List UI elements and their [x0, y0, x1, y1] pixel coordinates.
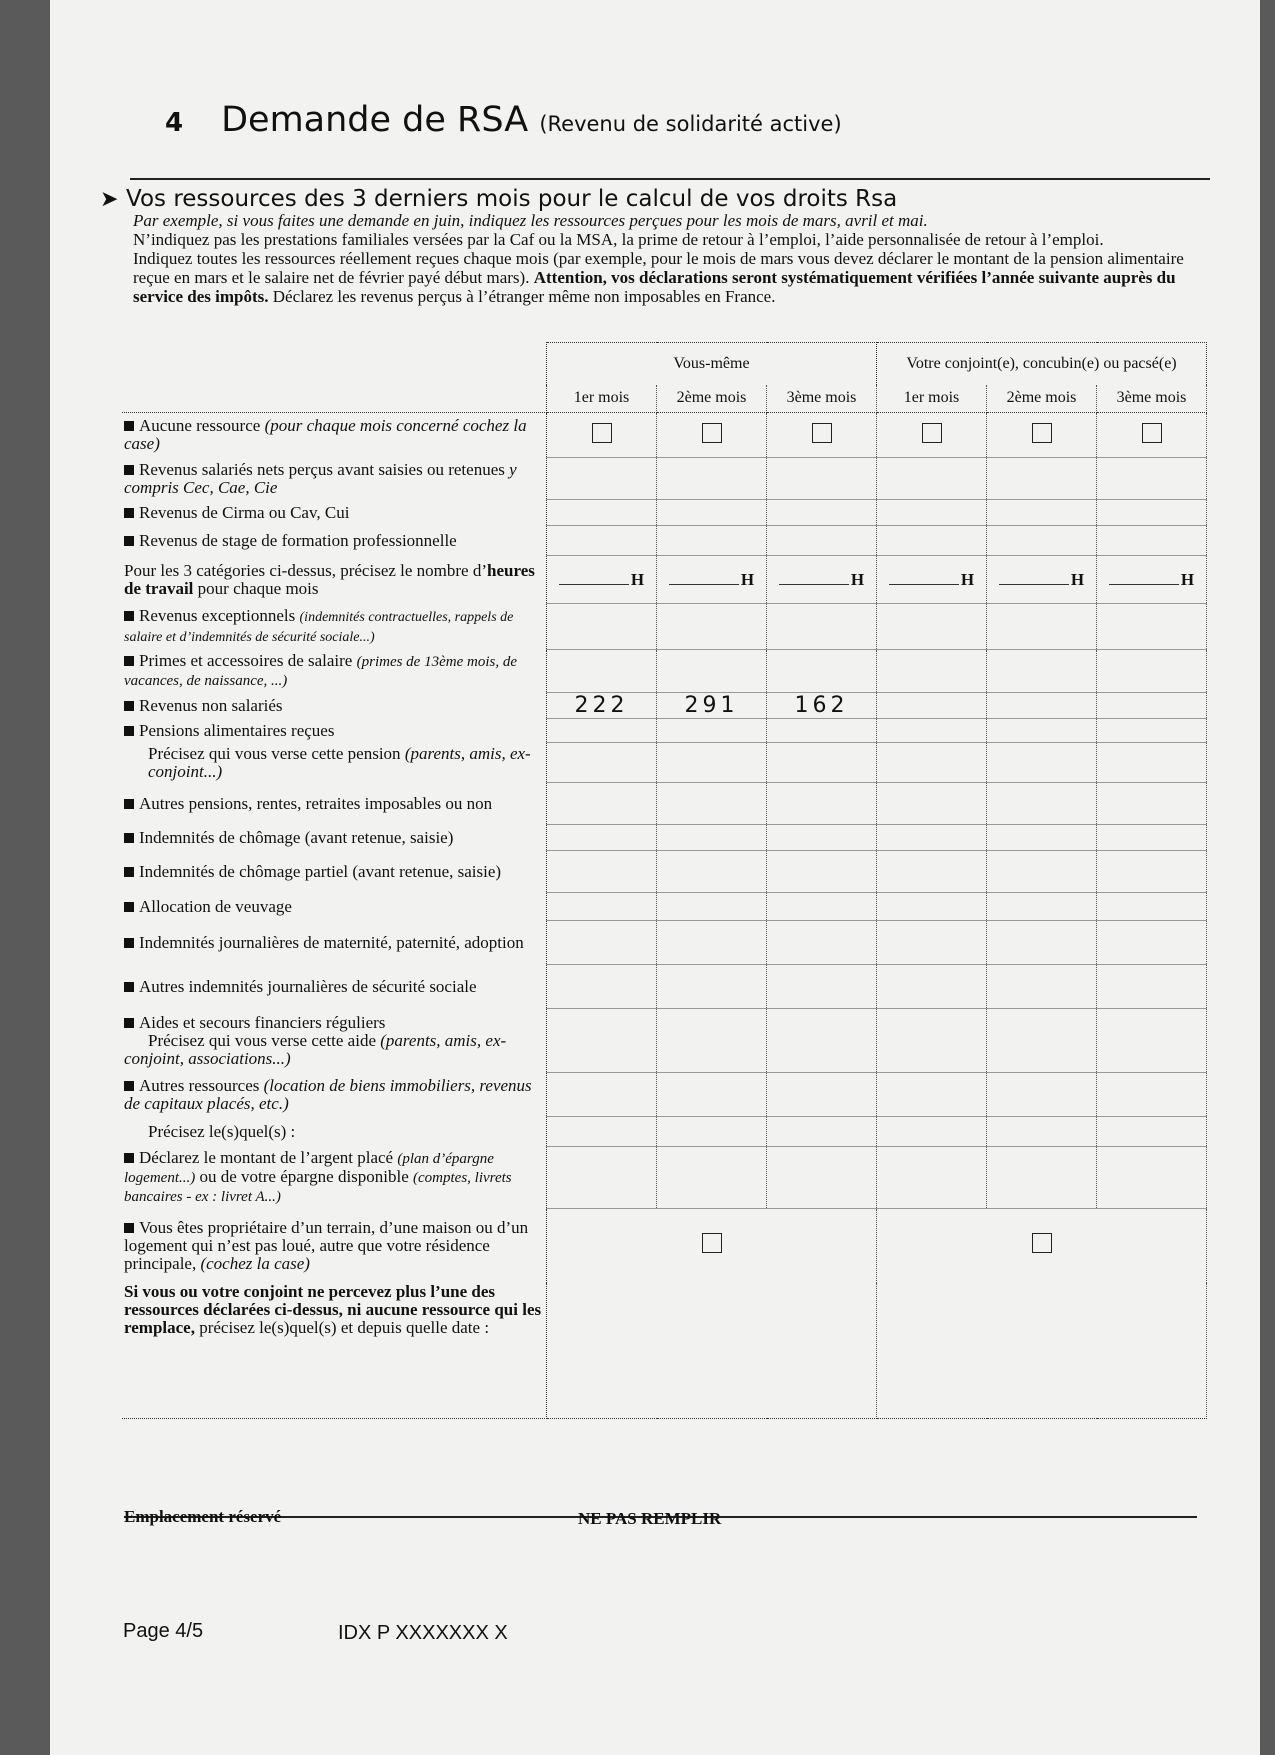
amount-field[interactable] — [1097, 743, 1207, 783]
row-label: Précisez qui vous verse cette pension (parents, amis, ex-conjoint...) — [122, 743, 547, 783]
month-header: 2ème mois — [657, 385, 767, 413]
hours-field[interactable]: H — [547, 556, 657, 604]
intro-foreign: Déclarez les revenus perçus à l’étranger même non imposables en France. — [272, 287, 776, 306]
no-resource-checkbox[interactable] — [702, 423, 722, 443]
hours-field[interactable]: H — [657, 556, 767, 604]
amount-field[interactable] — [767, 921, 877, 965]
table-row — [122, 1117, 1207, 1147]
amount-field[interactable] — [987, 743, 1097, 783]
subheading-text: Vos ressources des 3 derniers mois pour le calcul de vos droits Rsa — [126, 186, 898, 212]
amount-field[interactable] — [767, 825, 877, 851]
amount-field[interactable] — [657, 921, 767, 965]
table-row — [122, 783, 1207, 825]
amount-field[interactable] — [767, 743, 877, 783]
subheading — [100, 186, 897, 212]
owner-self-checkbox[interactable] — [702, 1233, 722, 1253]
no-resource-checkbox[interactable] — [812, 423, 832, 443]
amount-field[interactable] — [1097, 1073, 1207, 1117]
amount-field[interactable] — [547, 604, 657, 650]
amount-field[interactable] — [547, 893, 657, 921]
table-row — [122, 413, 1207, 458]
amount-field[interactable] — [767, 604, 877, 650]
handwritten-value: 291 — [684, 693, 739, 718]
amount-field[interactable] — [657, 965, 767, 1009]
amount-field[interactable] — [1097, 1147, 1207, 1209]
row-label: Vous êtes propriétaire d’un terrain, d’une maison ou d’un logement qui n’est pas loué, autre que votre résidence principale, (cochez la case) — [122, 1209, 547, 1283]
amount-field[interactable] — [877, 500, 987, 526]
table-row — [122, 556, 1207, 604]
amount-field[interactable] — [657, 1117, 767, 1147]
amount-field[interactable] — [547, 526, 657, 556]
amount-field[interactable] — [1097, 458, 1207, 500]
amount-field[interactable] — [767, 851, 877, 893]
amount-field[interactable] — [547, 719, 657, 743]
amount-field[interactable] — [657, 851, 767, 893]
amount-field[interactable] — [877, 743, 987, 783]
amount-field[interactable] — [657, 1009, 767, 1073]
no-resource-checkbox[interactable] — [592, 423, 612, 443]
amount-field[interactable] — [547, 921, 657, 965]
intro-warning: Attention, vos déclarations seront systématiquement vérifiées l’année suivante auprès du service des impôts. — [133, 268, 1176, 306]
amount-field[interactable] — [657, 458, 767, 500]
row-label: Revenus salariés nets perçus avant saisies ou retenues y compris Cec, Cae, Cie — [122, 458, 547, 500]
amount-field[interactable] — [547, 458, 657, 500]
row-label: Si vous ou votre conjoint ne percevez plus l’une des ressources déclarées ci-dessus, ni aucune ressource qui les remplace, précisez le(s)quel(s) et depuis quelle date : — [122, 1283, 547, 1419]
amount-field[interactable] — [1097, 604, 1207, 650]
amount-field[interactable] — [877, 1009, 987, 1073]
row-label: Indemnités de chômage (avant retenue, saisie) — [122, 825, 547, 851]
amount-field[interactable] — [987, 965, 1097, 1009]
amount-field[interactable] — [987, 604, 1097, 650]
hours-field[interactable]: H — [987, 556, 1097, 604]
amount-field[interactable] — [987, 851, 1097, 893]
row-label: Indemnités journalières de maternité, paternité, adoption — [122, 921, 547, 965]
intro-instruction: Indiquez toutes les ressources réellement reçues chaque mois (par exemple, pour le mois de mars vous devez déclarer le montant de la pension alimentaire reçue en mars et le salaire net de février payé début mars). Attention, vos déclarations seront systématiquement vérifiées l’année suivante auprès du service des impôts. Déclarez les revenus perçus à l’étranger même non imposables en France. — [133, 249, 1184, 306]
amount-field[interactable] — [767, 893, 877, 921]
arrow-icon: ➤ — [100, 187, 119, 212]
row-label: Déclarez le montant de l’argent placé (plan d’épargne logement...) ou de votre épargne disponible (comptes, livrets bancaires - ex : livret A...) — [122, 1147, 547, 1209]
row-label: Autres indemnités journalières de sécurité sociale — [122, 965, 547, 1009]
amount-field[interactable] — [987, 526, 1097, 556]
section-name: Demande de RSA — [221, 100, 529, 140]
amount-field[interactable] — [877, 719, 987, 743]
amount-field[interactable] — [767, 783, 877, 825]
row-label: Revenus non salariés — [122, 693, 547, 719]
amount-field[interactable] — [547, 650, 657, 693]
table-row — [122, 458, 1207, 500]
amount-field[interactable] — [657, 650, 767, 693]
amount-field[interactable] — [547, 1073, 657, 1117]
amount-field[interactable] — [767, 693, 877, 719]
amount-field[interactable] — [1097, 526, 1207, 556]
amount-field[interactable] — [547, 693, 657, 719]
amount-field[interactable] — [657, 719, 767, 743]
amount-field[interactable] — [877, 1147, 987, 1209]
amount-field[interactable] — [1097, 500, 1207, 526]
section-title — [165, 100, 842, 140]
row-label: Revenus exceptionnels (indemnités contractuelles, rappels de salaire et d’indemnités de sécurité sociale...) — [122, 604, 547, 650]
row-label: Allocation de veuvage — [122, 893, 547, 921]
amount-field[interactable] — [547, 1009, 657, 1073]
table-row — [122, 1009, 1207, 1073]
amount-field[interactable] — [767, 458, 877, 500]
hours-field[interactable]: H — [877, 556, 987, 604]
resources-table — [122, 342, 1207, 1419]
no-resource-checkbox[interactable] — [922, 423, 942, 443]
table-row — [122, 1209, 1207, 1283]
amount-field[interactable] — [877, 650, 987, 693]
document-reference: IDX P XXXXXXX X — [338, 1622, 508, 1644]
amount-field[interactable] — [877, 921, 987, 965]
amount-field[interactable] — [1097, 783, 1207, 825]
amount-field[interactable] — [657, 500, 767, 526]
month-header: 3ème mois — [1097, 385, 1207, 413]
hours-field[interactable]: H — [767, 556, 877, 604]
intro-text — [133, 211, 1213, 306]
row-label: Aucune ressource (pour chaque mois concerné cochez la case) — [122, 413, 547, 458]
month-header: 1er mois — [877, 385, 987, 413]
amount-field[interactable] — [657, 693, 767, 719]
table-row — [122, 893, 1207, 921]
amount-field[interactable] — [767, 1147, 877, 1209]
page-number: Page 4/5 — [123, 1620, 204, 1642]
amount-field[interactable] — [767, 719, 877, 743]
amount-field[interactable] — [987, 693, 1097, 719]
handwritten-value: 162 — [794, 693, 849, 718]
amount-field[interactable] — [547, 965, 657, 1009]
amount-field[interactable] — [877, 825, 987, 851]
table-row — [122, 851, 1207, 893]
details-field[interactable] — [877, 1283, 1207, 1419]
amount-field[interactable] — [1097, 965, 1207, 1009]
table-row — [122, 604, 1207, 650]
no-resource-checkbox[interactable] — [1032, 423, 1052, 443]
row-label: Revenus de Cirma ou Cav, Cui — [122, 500, 547, 526]
section-number: 4 — [165, 108, 184, 138]
row-label: Pensions alimentaires reçues — [122, 719, 547, 743]
amount-field[interactable] — [987, 719, 1097, 743]
amount-field[interactable] — [987, 650, 1097, 693]
amount-field[interactable] — [1097, 1009, 1207, 1073]
amount-field[interactable] — [877, 1073, 987, 1117]
amount-field[interactable] — [547, 500, 657, 526]
amount-field[interactable] — [547, 851, 657, 893]
amount-field[interactable] — [877, 1117, 987, 1147]
amount-field[interactable] — [987, 458, 1097, 500]
table-row — [122, 965, 1207, 1009]
amount-field[interactable] — [657, 783, 767, 825]
table-row — [122, 1283, 1207, 1419]
table-row — [122, 526, 1207, 556]
amount-field[interactable] — [547, 1147, 657, 1209]
amount-field[interactable] — [657, 825, 767, 851]
amount-field[interactable] — [1097, 650, 1207, 693]
table-row — [122, 500, 1207, 526]
row-label: Pour les 3 catégories ci-dessus, précisez le nombre d’heures de travail pour chaque mois — [122, 556, 547, 604]
month-header: 3ème mois — [767, 385, 877, 413]
intro-exclusions: N’indiquez pas les prestations familiales versées par la Caf ou la MSA, la prime de retour à l’emploi, l’aide personnalisée de retour à l’emploi. — [133, 230, 1104, 249]
amount-field[interactable] — [1097, 851, 1207, 893]
amount-field[interactable] — [1097, 921, 1207, 965]
table-row — [122, 1073, 1207, 1117]
section-subtitle: (Revenu de solidarité active) — [539, 112, 842, 136]
amount-field[interactable] — [1097, 719, 1207, 743]
amount-field[interactable] — [767, 1009, 877, 1073]
amount-field[interactable] — [877, 693, 987, 719]
amount-field[interactable] — [877, 965, 987, 1009]
amount-field[interactable] — [767, 965, 877, 1009]
amount-field[interactable] — [987, 893, 1097, 921]
amount-field[interactable] — [987, 921, 1097, 965]
amount-field[interactable] — [987, 1147, 1097, 1209]
amount-field[interactable] — [877, 526, 987, 556]
amount-field[interactable] — [657, 604, 767, 650]
group-self-header: Vous-même — [547, 343, 877, 385]
row-label: Primes et accessoires de salaire (primes de 13ème mois, de vacances, de naissance, ...) — [122, 650, 547, 693]
amount-field[interactable] — [547, 783, 657, 825]
amount-field[interactable] — [547, 743, 657, 783]
amount-field[interactable] — [657, 893, 767, 921]
amount-field[interactable] — [657, 1147, 767, 1209]
table-row — [122, 719, 1207, 743]
amount-field[interactable] — [1097, 693, 1207, 719]
amount-field[interactable] — [987, 500, 1097, 526]
row-label: Précisez le(s)quel(s) : — [122, 1117, 547, 1147]
amount-field[interactable] — [1097, 825, 1207, 851]
intro-example: Par exemple, si vous faites une demande en juin, indiquez les ressources perçues pour les mois de mars, avril et mai. — [133, 211, 928, 230]
amount-field[interactable] — [547, 1117, 657, 1147]
month-header: 1er mois — [547, 385, 657, 413]
amount-field[interactable] — [1097, 1117, 1207, 1147]
hours-field[interactable]: H — [1097, 556, 1207, 604]
group-partner-header: Votre conjoint(e), concubin(e) ou pacsé(e) — [877, 343, 1207, 385]
amount-field[interactable] — [1097, 893, 1207, 921]
month-header: 2ème mois — [987, 385, 1097, 413]
amount-field[interactable] — [877, 604, 987, 650]
row-label: Autres ressources (location de biens immobiliers, revenus de capitaux placés, etc.) — [122, 1073, 547, 1117]
amount-field[interactable] — [767, 1073, 877, 1117]
amount-field[interactable] — [657, 743, 767, 783]
table-row — [122, 1147, 1207, 1209]
table-row — [122, 825, 1207, 851]
amount-field[interactable] — [767, 1117, 877, 1147]
amount-field[interactable] — [767, 526, 877, 556]
title-rule — [130, 178, 1210, 180]
amount-field[interactable] — [987, 783, 1097, 825]
amount-field[interactable] — [657, 1073, 767, 1117]
table-row — [122, 693, 1207, 719]
amount-field[interactable] — [877, 851, 987, 893]
row-label: Indemnités de chômage partiel (avant retenue, saisie) — [122, 851, 547, 893]
amount-field[interactable] — [877, 458, 987, 500]
row-label: Autres pensions, rentes, retraites imposables ou non — [122, 783, 547, 825]
amount-field[interactable] — [877, 893, 987, 921]
no-resource-checkbox[interactable] — [1142, 423, 1162, 443]
do-not-fill-label: NE PAS REMPLIR — [578, 1509, 722, 1528]
reserved-area-label: Emplacement réservé — [124, 1507, 282, 1526]
amount-field[interactable] — [767, 500, 877, 526]
table-row — [122, 743, 1207, 783]
handwritten-value: 222 — [574, 693, 629, 718]
amount-field[interactable] — [767, 650, 877, 693]
amount-field[interactable] — [547, 825, 657, 851]
amount-field[interactable] — [657, 526, 767, 556]
amount-field[interactable] — [987, 1117, 1097, 1147]
owner-partner-checkbox[interactable] — [1032, 1233, 1052, 1253]
row-label: Revenus de stage de formation professionnelle — [122, 526, 547, 556]
amount-field[interactable] — [987, 825, 1097, 851]
row-label: Aides et secours financiers réguliers Précisez qui vous verse cette aide (parents, amis, ex-conjoint, associations...) — [122, 1009, 547, 1073]
amount-field[interactable] — [877, 783, 987, 825]
amount-field[interactable] — [987, 1073, 1097, 1117]
amount-field[interactable] — [987, 1009, 1097, 1073]
details-field[interactable] — [547, 1283, 877, 1419]
table-row — [122, 650, 1207, 693]
table-row — [122, 921, 1207, 965]
